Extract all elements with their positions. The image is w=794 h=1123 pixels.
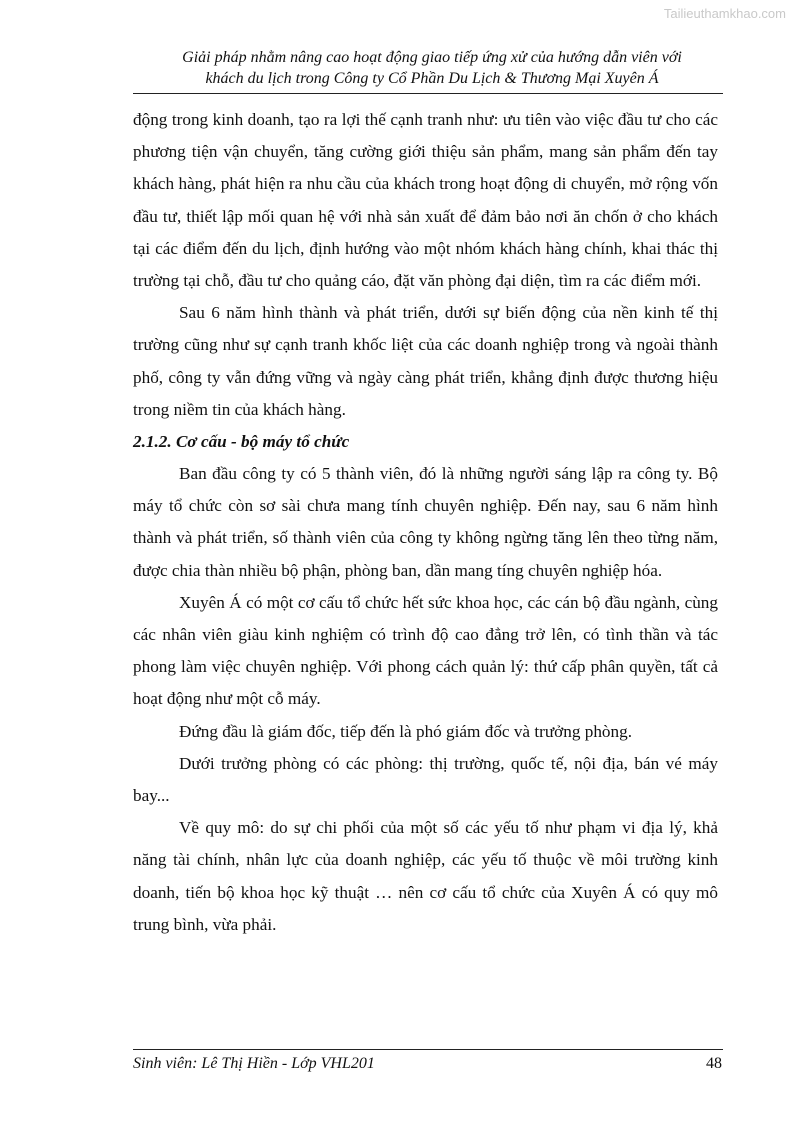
- footer-divider: [133, 1049, 723, 1050]
- paragraph-1: động trong kinh doanh, tạo ra lợi thế cạnh tranh như: ưu tiên vào việc đầu tư cho các phương tiện vận chuyển, tăng cường giới thiệu sản phẩm, mang sản phẩm đến tay khách hàng, phát hiện ra nhu cầu của khách trong hoạt động di chuyển, mở rộng vốn đầu tư, thiết lập mối quan hệ với nhà sản xuất để đảm bảo nơi ăn chốn ở cho khách tại các điểm đến du lịch, định hướng vào một nhóm khách hàng chính, khai thác thị trường tại chỗ, đầu tư cho quảng cáo, đặt văn phòng đại diện, tìm ra các điểm mới.: [133, 110, 718, 291]
- paragraph-5: Đứng đầu là giám đốc, tiếp đến là phó giám đốc và trưởng phòng.: [179, 721, 633, 741]
- footer-student-info: Sinh viên: Lê Thị Hiền - Lớp VHL201: [133, 1055, 375, 1072]
- header-divider: [133, 93, 723, 94]
- watermark-text: Tailieuthamkhao.com: [663, 6, 786, 21]
- paragraph-2: Sau 6 năm hình thành và phát triển, dưới sự biến động của nền kinh tế thị trường cũng như sự cạnh tranh khốc liệt của các doanh nghiệp trong và ngoài thành phố, công ty vẫn đứng vững và ngày càng phát triển, khẳng định được thương hiệu trong niềm tin của khách hàng.: [133, 303, 718, 419]
- page-number: 48: [706, 1055, 722, 1072]
- paragraph-4: Xuyên Á có một cơ cấu tổ chức hết sức khoa học, các cán bộ đầu ngành, cùng các nhân viên giàu kinh nghiệm có trình độ cao đẳng trở lên, có tình thần và tác phong làm việc chuyên nghiệp. Với phong cách quản lý: thứ cấp phân quyền, tất cả hoạt động như một cỗ máy.: [133, 592, 718, 709]
- section-heading: 2.1.2. Cơ cấu - bộ máy tổ chức: [133, 432, 350, 452]
- document-body: [133, 104, 718, 941]
- paragraph-6: Dưới trưởng phòng có các phòng: thị trường, quốc tế, nội địa, bán vé máy bay...: [133, 753, 718, 806]
- running-header: [140, 47, 724, 89]
- header-line-1: Giải pháp nhằm nâng cao hoạt động giao tiếp ứng xử của hướng dẫn viên với: [182, 49, 682, 66]
- paragraph-7: Về quy mô: do sự chi phối của một số các yếu tố như phạm vi địa lý, khả năng tài chính, nhân lực của doanh nghiệp, các yếu tố thuộc về môi trường kinh doanh, tiến bộ khoa học kỹ thuật … nên cơ cấu tổ chức của Xuyên Á có quy mô trung bình, vừa phải.: [133, 818, 718, 934]
- header-line-2: khách du lịch trong Công ty Cổ Phần Du Lịch & Thương Mại Xuyên Á: [205, 70, 659, 87]
- paragraph-3: Ban đầu công ty có 5 thành viên, đó là những người sáng lập ra công ty. Bộ máy tổ chức còn sơ sài chưa mang tính chuyên nghiệp. Đến nay, sau 6 năm hình thành và phát triển, số thành viên của công ty không ngừng tăng lên theo từng năm, được chia thàn nhiều bộ phận, phòng ban, dần mang tíng chuyên nghiệp hóa.: [133, 464, 718, 580]
